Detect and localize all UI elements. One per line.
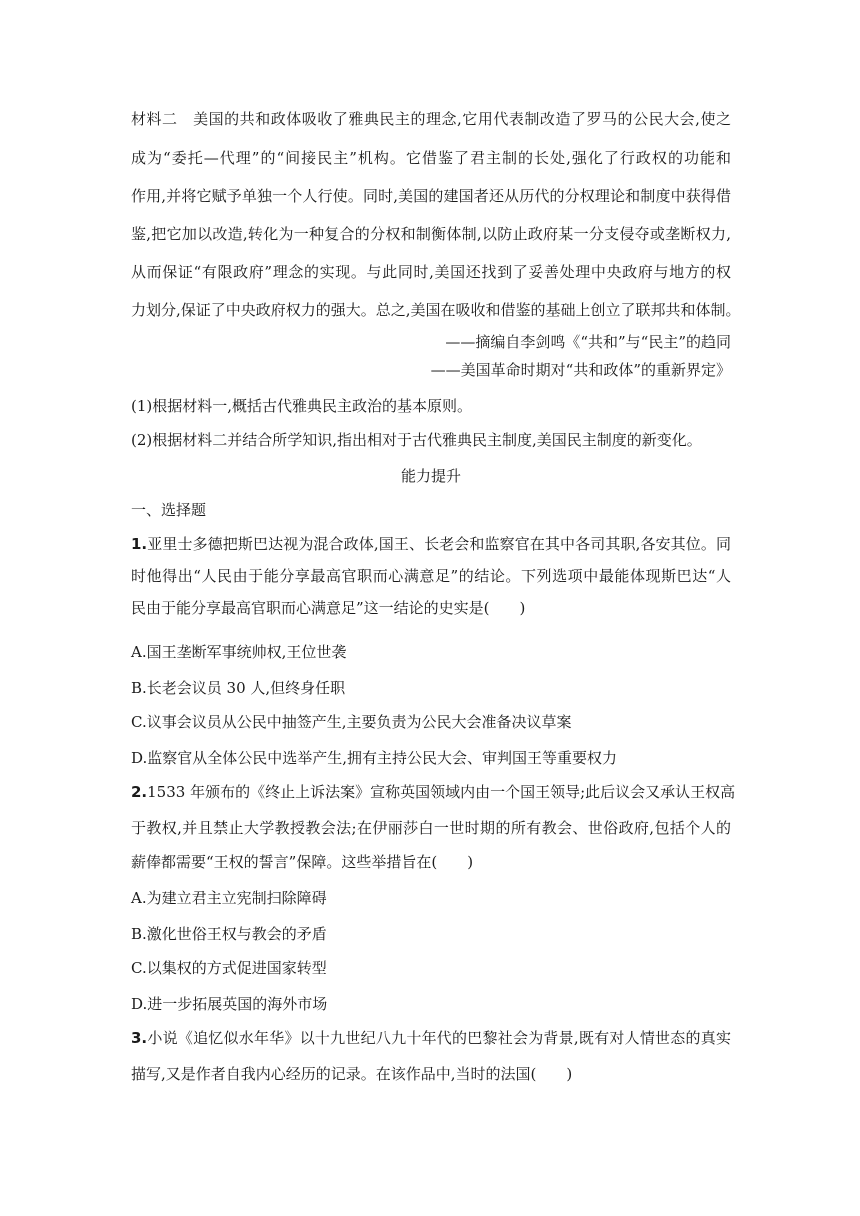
option-b: B.长老会议员 30 人,但终身任职 — [131, 679, 346, 697]
material-line: 力划分,保证了中央政府权力的强大。总之,美国在吸收和借鉴的基础上创立了联邦共和体制。 — [131, 301, 741, 319]
option-c: C.以集权的方式促进国家转型 — [131, 959, 327, 977]
question-1: (1)根据材料一,概括古代雅典民主政治的基本原则。 — [131, 397, 473, 415]
option-b: B.激化世俗王权与教会的矛盾 — [131, 925, 327, 943]
option-a: A.国王垄断军事统帅权,王位世袭 — [131, 643, 347, 661]
question-stem: 薪俸都需要“王权的誓言”保障。这些举措旨在( ) — [131, 853, 474, 871]
material-line: 作用,并将它赋予单独一个人行使。同时,美国的建国者还从历代的分权理论和制度中获得借 — [131, 187, 731, 205]
material-line: 成为“委托—代理”的“间接民主”机构。它借鉴了君主制的长处,强化了行政权的功能和 — [131, 149, 731, 167]
material-line: 鉴,把它加以改造,转化为一种复合的分权和制衡体制,以防止政府某一分支侵夺或垄断权力, — [131, 225, 731, 243]
option-c: C.议事会议员从公民中抽签产生,主要负责为公民大会准备决议草案 — [131, 713, 572, 731]
question-stem: 1533 年颁布的《终止上诉法案》宣称英国领域内由一个国王领导;此后议会又承认王权高 — [147, 783, 736, 801]
question-stem: 民由于能分享最高官职而心满意足”这一结论的史实是( ) — [131, 599, 526, 617]
option-d: D.进一步拓展英国的海外市场 — [131, 995, 328, 1013]
question-number: 3. — [131, 1029, 148, 1047]
question-stem: 亚里士多德把斯巴达视为混合政体,国王、长老会和监察官在其中各司其职,各安其位。同 — [147, 535, 731, 553]
question-stem: 小说《追忆似水年华》以十九世纪八九十年代的巴黎社会为背景,既有对人情世态的真实 — [147, 1029, 731, 1047]
material-line: 从而保证“有限政府”理念的实现。与此同时,美国还找到了妥善处理中央政府与地方的权 — [131, 263, 731, 281]
part-title: 一、选择题 — [131, 501, 207, 519]
question-2: (2)根据材料二并结合所学知识,指出相对于古代雅典民主制度,美国民主制度的新变化。 — [131, 431, 702, 449]
question-stem: 于教权,并且禁止大学教授教会法;在伊丽莎白一世时期的所有教会、世俗政府,包括个人的 — [131, 819, 731, 837]
option-d: D.监察官从全体公民中选举产生,拥有主持公民大会、审判国王等重要权力 — [131, 749, 618, 767]
material-source: ——美国革命时期对“共和政体”的重新界定》 — [430, 361, 731, 379]
option-a: A.为建立君主立宪制扫除障碍 — [131, 889, 327, 907]
question-number: 1. — [131, 535, 148, 553]
question-stem: 时他得出“人民由于能分享最高官职而心满意足”的结论。下列选项中最能体现斯巴达“人 — [131, 567, 731, 585]
material-line: 材料二 美国的共和政体吸收了雅典民主的理念,它用代表制改造了罗马的公民大会,使之 — [131, 110, 731, 128]
question-number: 2. — [131, 783, 148, 801]
question-stem: 描写,又是作者自我内心经历的记录。在该作品中,当时的法国( ) — [131, 1065, 573, 1083]
material-source: ——摘编自李剑鸣《“共和”与“民主”的趋同 — [445, 333, 731, 351]
section-title: 能力提升 — [400, 467, 461, 485]
